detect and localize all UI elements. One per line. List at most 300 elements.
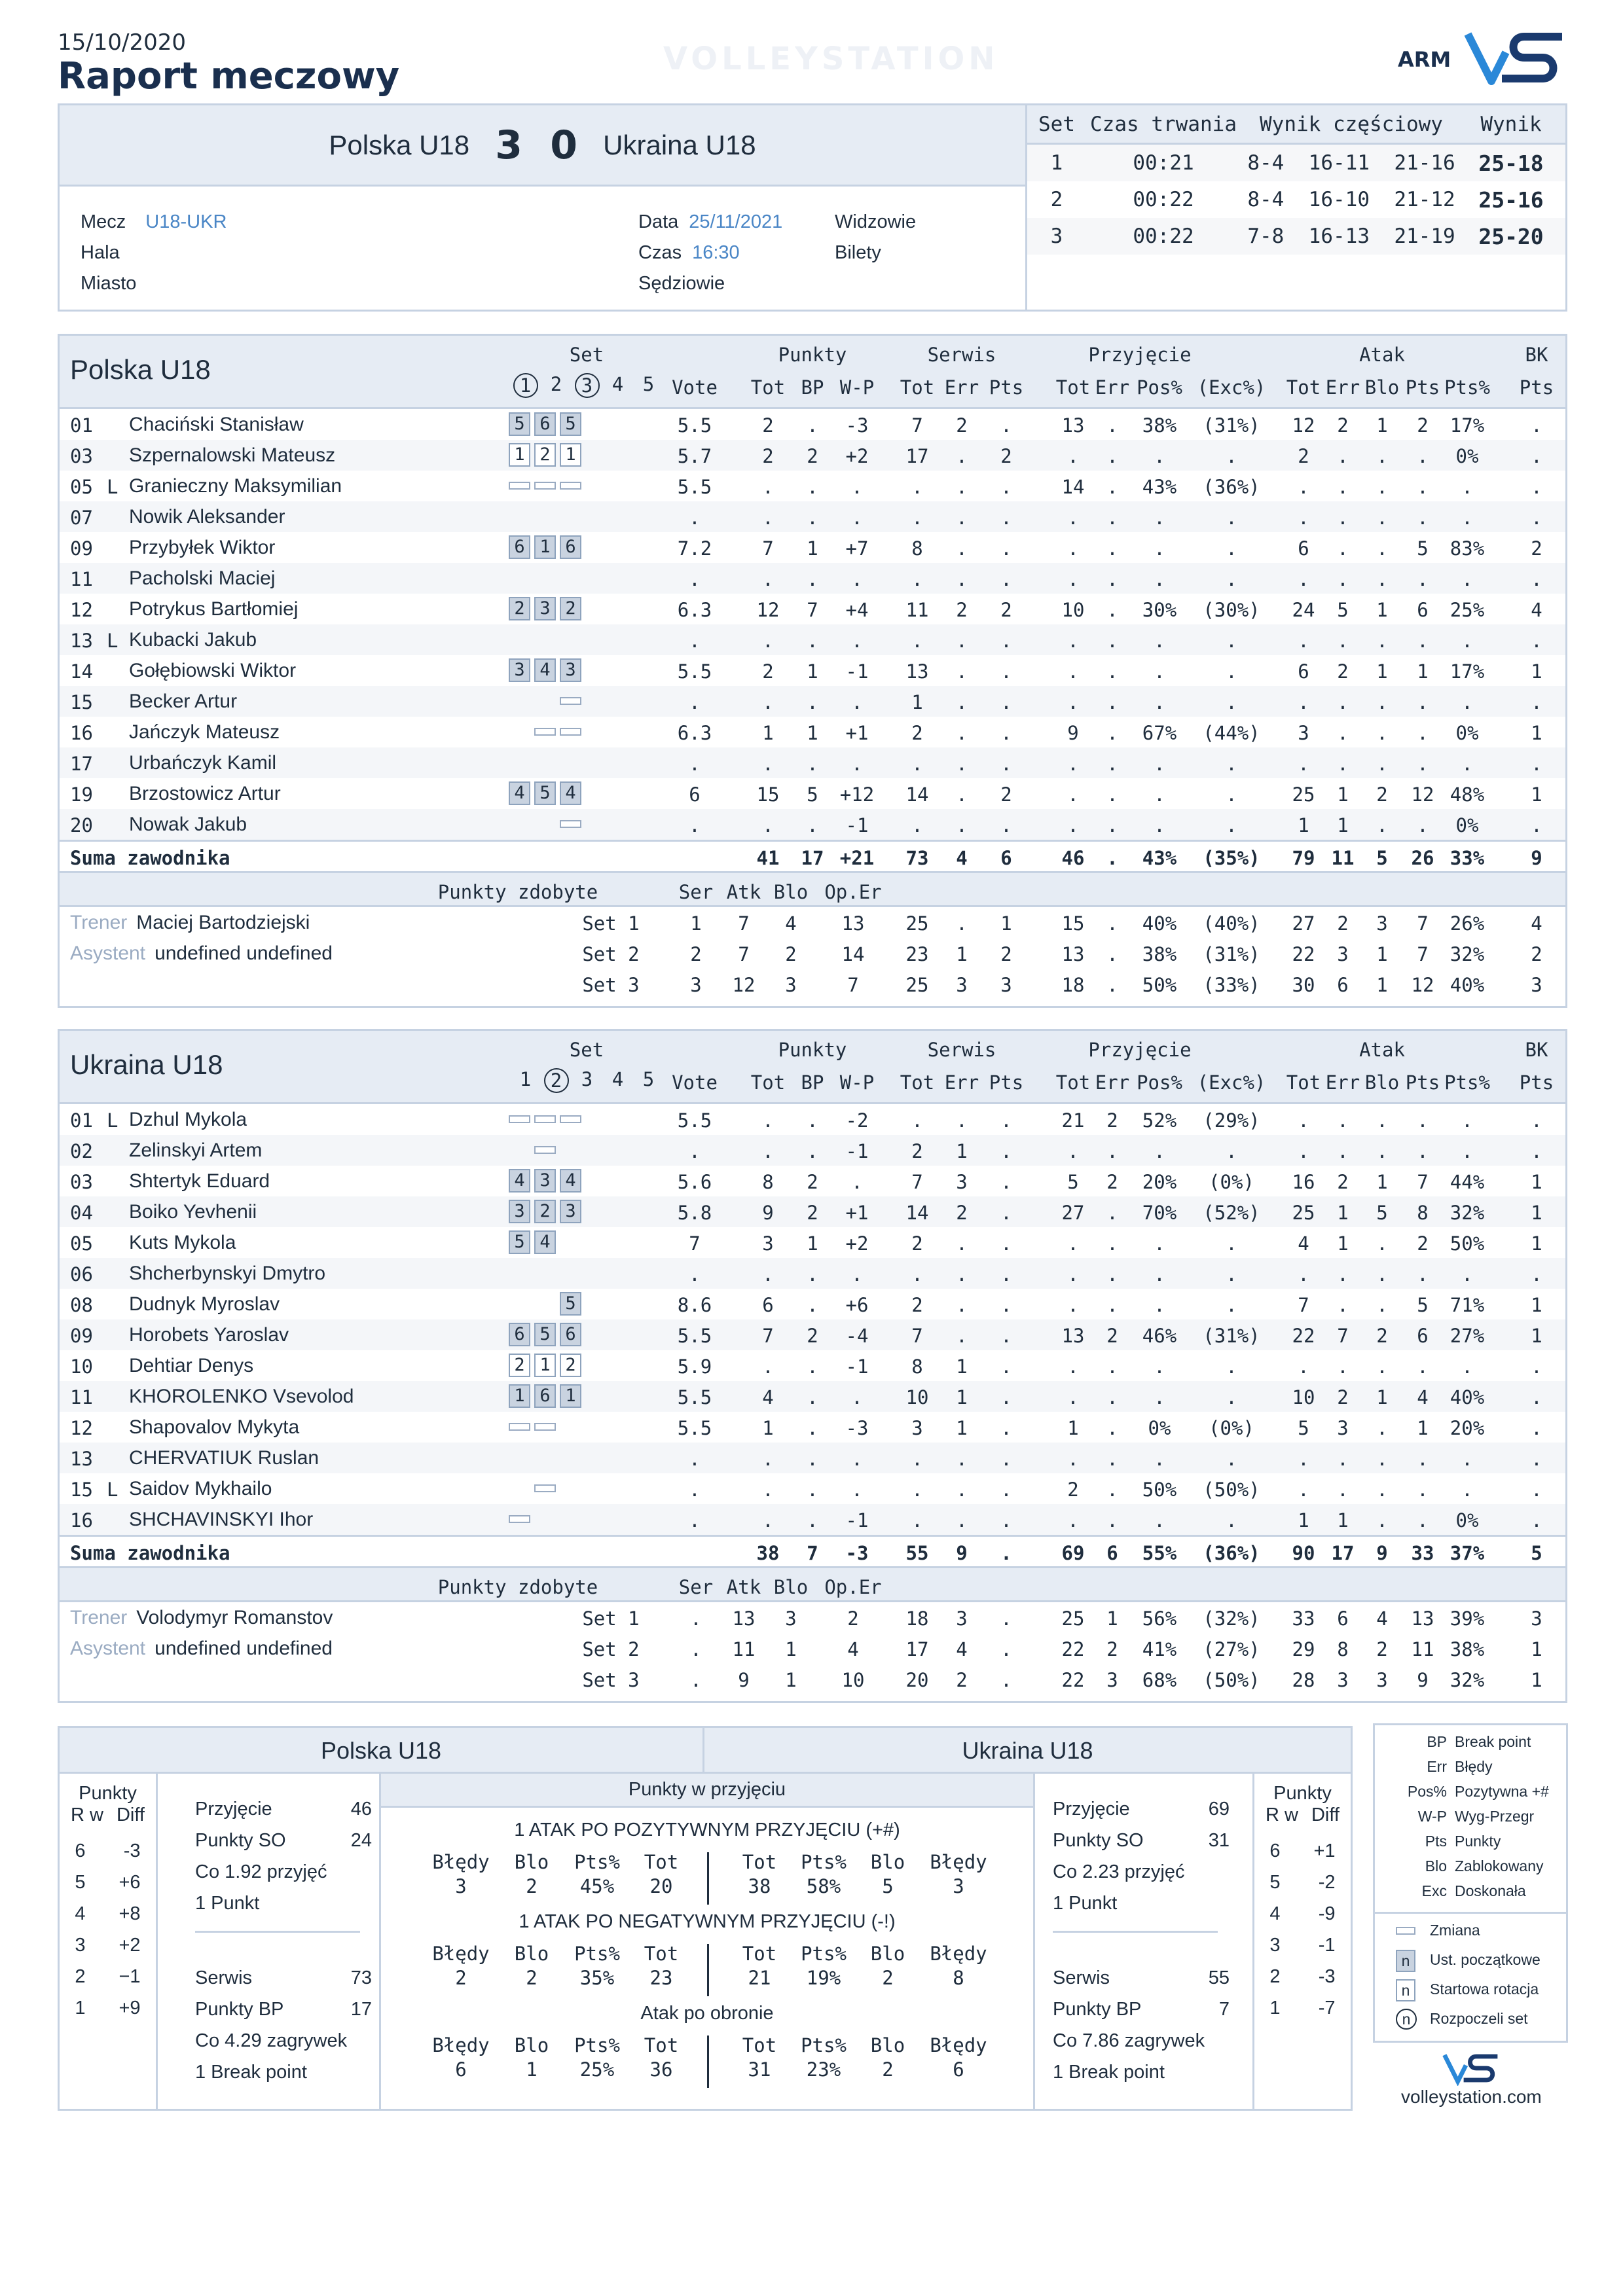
player-row [60,1196,1565,1227]
stat-cell: 2 [1531,537,1542,560]
stat-cell: . [1000,753,1012,775]
attack-header: Pts% [574,1851,620,1873]
stat-cell: . [762,1109,774,1132]
column-header: Serwis [927,344,996,366]
stat-cell: . [1376,1140,1388,1162]
stat-cell: . [1000,1232,1012,1255]
player-name: KHOROLENKO Vsevolod [129,1386,354,1407]
stat-cell: . [1000,1448,1012,1470]
rotation-row [60,1935,156,1956]
stat-cell: . [1000,814,1012,836]
player-name: Horobets Yaroslav [129,1324,289,1346]
starting-position: 1 [534,535,556,559]
stat-cell: 38% [1450,1638,1485,1660]
attack-header: Blo [870,2034,905,2056]
stat-line [1053,1799,1230,1820]
starting-position: 2 [509,597,530,620]
stat-cell: . [762,814,774,836]
stat-cell: . [1106,537,1118,560]
pz-header: Atk [726,1576,761,1598]
stat-cell: . [1000,1479,1012,1501]
rotation-number: 1 [1269,1998,1281,2018]
stat-cell: 17 [905,1638,929,1660]
starting-position: 5 [509,1230,530,1254]
stat-cell: 1 [956,1417,968,1439]
column-header: Pts [989,1071,1024,1094]
stat-cell: 1 [956,1355,968,1378]
stat-cell: . [1376,476,1388,498]
rotation-header: Punkty [79,1783,137,1804]
stat-cell: . [1154,814,1165,836]
stat-line [195,1861,372,1883]
pz-header: Ser [678,1576,714,1598]
column-header: Set [569,344,604,366]
rotation-boxes [509,1507,581,1531]
stat-cell: . [1461,1109,1473,1132]
stat-cell: +4 [845,599,869,621]
away-summary-title: Ukraina U18 [704,1728,1351,1774]
player-row [60,532,1565,563]
stat-cell: (0%) [1209,1417,1254,1439]
stat-cell: . [1106,783,1118,806]
stat-cell: 55 [905,1542,929,1564]
stat-cell: 17 [905,445,929,467]
stat-cell: 5.5 [677,476,712,498]
stat-cell: . [851,476,863,498]
legend-key: Blo [1425,1857,1447,1874]
stat-line [1053,2030,1230,2052]
stat-cell: 1 [1376,1386,1388,1408]
rotation-empty [560,566,581,590]
site-url: volleystation.com [1401,2087,1542,2107]
started-set-legend-icon: n [1396,2009,1417,2030]
stat-cell: . [690,1638,702,1660]
away-team-stats [58,1029,1567,1703]
stat-cell: . [762,691,774,713]
legend-desc: Doskonała [1455,1882,1526,1899]
stat-cell: 1 [762,722,774,744]
rotation-diff: -9 [1318,1903,1336,1924]
stat-label: Przyjęcie [195,1799,272,1820]
starting-position: 4 [560,781,581,805]
stat-cell: . [851,753,863,775]
column-header: Tot [1055,1071,1091,1094]
stat-cell: . [1417,722,1429,744]
set-number: 4 [611,1068,624,1090]
stat-cell: . [1531,1509,1542,1532]
stat-cell: 8 [911,1355,923,1378]
stat-cell: . [1298,1448,1309,1470]
player-row [60,655,1565,686]
stat-cell: . [1154,1355,1165,1378]
stat-cell: 20 [905,1669,929,1691]
substitution-marker [534,482,556,490]
player-row [60,1258,1565,1289]
rotation-empty [534,505,556,528]
stat-cell: . [956,814,968,836]
starting-position: 3 [560,1200,581,1223]
column-header: Pos% [1137,376,1182,399]
stat-cell: . [690,1607,702,1630]
stat-cell: 15 [1061,912,1085,935]
stat-cell: 13 [1061,943,1085,965]
column-header: Punkty [778,344,847,366]
substitution-legend-icon [1396,1927,1415,1935]
player-row [60,501,1565,532]
player-row [60,1289,1565,1319]
stat-cell: 5.5 [677,1417,712,1439]
substitution-marker [534,1115,556,1123]
attack-value: 2 [526,1875,538,1897]
legend-desc: Pozytywna +# [1455,1783,1549,1800]
stat-cell: 20% [1142,1171,1177,1193]
attack-value: 6 [455,2058,467,2081]
stat-cell: . [1531,476,1542,498]
stat-cell: . [956,1263,968,1285]
attack-block-title: 1 ATAK PO POZYTYWNYM PRZYJĘCIU (+#) [514,1820,900,1840]
stat-cell: . [1226,783,1237,806]
stat-cell: 7 [689,1232,701,1255]
stat-cell: 2 [956,1669,968,1691]
rotation-empty [509,1138,530,1162]
stat-cell: 11 [905,599,929,621]
player-name: Dudnyk Myroslav [129,1293,280,1315]
rotation-number: 5 [1269,1872,1281,1893]
stat-cell: . [1376,1448,1388,1470]
stat-cell: 7 [1298,1294,1309,1316]
set-stats-row [60,1664,1565,1695]
player-name: Szpernalowski Mateusz [129,444,336,466]
stat-cell: 2 [1337,1171,1349,1193]
stat-cell: . [1337,537,1349,560]
stat-value: 46 [350,1799,372,1820]
attack-header: Pts% [574,2034,620,2056]
stat-cell: 25 [905,974,929,996]
player-row [60,1443,1565,1473]
stat-cell: 2 [911,1140,923,1162]
rotation-boxes [509,474,581,490]
stat-cell: . [851,1386,863,1408]
stat-cell: 8 [911,537,923,560]
city-label: Miasto [81,273,137,294]
stat-cell: . [762,568,774,590]
stat-cell: 67% [1142,722,1177,744]
player-number: 01 [70,414,93,437]
rotation-empty [534,1446,556,1469]
attack-value: 1 [526,2058,538,2081]
column-header: Tot [750,376,786,399]
attack-value: 21 [748,1967,771,1989]
stat-cell: 2 [1337,414,1349,437]
player-name: Gołębiowski Wiktor [129,660,297,681]
starting-position: 4 [534,1230,556,1254]
stat-cell: . [1106,507,1118,529]
stat-label: Co 4.29 zagrywek [195,2030,348,2051]
set-stats-row [60,969,1565,999]
player-row [60,1227,1565,1258]
assistant-label: Asystent [70,1638,146,1659]
team-table-header [60,1031,1565,1104]
stat-cell: 1 [911,691,923,713]
rotation-boxes [509,1200,581,1223]
column-header: Pts [1519,1071,1554,1094]
hall-label: Hala [81,242,120,263]
stat-cell: 13 [841,912,865,935]
attack-block-title: 1 ATAK PO NEGATYWNYM PRZYJĘCIU (-!) [519,1911,896,1932]
player-row [60,440,1565,471]
stat-cell: . [1417,1509,1429,1532]
set-number: 1 [519,1068,532,1090]
set-number: 5 [642,373,655,395]
stat-cell: . [956,507,968,529]
stat-cell: . [1337,1263,1349,1285]
diff-label: Diff [116,1804,145,1825]
stat-cell: . [1067,537,1079,560]
stat-cell: . [807,1263,818,1285]
stat-cell: . [1000,722,1012,744]
rotation-number: 5 [75,1872,86,1893]
stat-cell: 5 [1417,1294,1429,1316]
column-header: Err [1325,376,1360,399]
stat-cell: . [1106,1386,1118,1408]
stat-cell: -1 [845,1355,869,1378]
rotation-number: 1 [75,1998,86,2018]
stat-cell: . [1067,1140,1079,1162]
player-number: 06 [70,1263,93,1285]
stat-cell: . [1376,722,1388,744]
stat-cell: . [762,1448,774,1470]
attack-header: Pts% [801,1851,847,1873]
substitution-marker [560,820,581,828]
stat-cell: . [851,630,863,652]
attack-header: Błędy [930,1943,987,1965]
player-name: Przybyłek Wiktor [129,537,276,558]
stat-cell: . [1000,568,1012,590]
stat-cell: 22 [1061,1638,1085,1660]
stat-cell: 17 [1331,1542,1355,1564]
stat-cell: 3 [690,974,702,996]
stat-cell: 6 [1337,1607,1349,1630]
pz-header: Blo [773,1576,809,1598]
substitution-marker [560,728,581,736]
stat-cell: . [1531,507,1542,529]
player-name: Potrykus Bartłomiej [129,598,299,620]
stat-cell: . [1106,691,1118,713]
column-header: Tot [750,1071,786,1094]
stat-cell: . [1376,507,1388,529]
stat-cell: 8.6 [677,1294,712,1316]
stat-cell: . [1154,507,1165,529]
rotation-boxes [509,1107,581,1123]
rotation-empty [534,1292,556,1316]
starting-position: 5 [534,1323,556,1346]
rotation-diff: +2 [119,1935,141,1956]
stat-cell: 3 [1376,912,1388,935]
stat-cell: . [1106,599,1118,621]
stat-cell: . [1067,1509,1079,1532]
rotation-empty [534,812,556,836]
stat-cell: 79 [1292,847,1315,869]
stat-cell: 3 [956,1607,968,1630]
stat-cell: 2 [911,722,923,744]
stat-cell: -3 [845,1542,869,1564]
player-name: CHERVATIUK Ruslan [129,1447,319,1469]
stat-cell: . [956,445,968,467]
stat-cell: 6 [1337,974,1349,996]
rotation-empty [534,628,556,651]
starting-position: 6 [560,535,581,559]
legend-desc: Wyg-Przegr [1455,1808,1535,1825]
set-stats-row [60,1633,1565,1664]
rotation-empty [560,505,581,528]
column-header: Pts [1405,376,1440,399]
stat-cell: 3 [956,1171,968,1193]
stat-cell: . [1337,476,1349,498]
starting-position: 4 [509,1169,530,1193]
stat-cell: . [807,1386,818,1408]
player-number: 16 [70,722,93,744]
stat-line [1053,1861,1230,1883]
rotation-boxes [509,720,581,744]
substitution-marker [509,482,530,490]
stat-cell: 44% [1450,1171,1485,1193]
stat-label: Punkty SO [1053,1830,1144,1851]
stat-cell: -1 [845,1509,869,1532]
match-date: Data 25/11/2021 [638,211,783,232]
stat-cell: 7 [762,537,774,560]
stat-line [195,1893,372,1914]
player-number: 13 [70,630,93,652]
stat-cell: . [807,1479,818,1501]
attack-header: Błędy [432,1943,490,1965]
stat-cell: . [911,1509,923,1532]
rotation-boxes [509,597,581,620]
rotation-row [60,1998,156,2019]
stat-cell: . [807,1417,818,1439]
stat-cell: . [851,507,863,529]
attack-header: Blo [514,2034,549,2056]
stat-cell: 1 [1417,1417,1429,1439]
column-header: Atak [1359,344,1405,366]
stat-cell: . [1417,1263,1429,1285]
sum-label: Suma zawodnika [70,1542,230,1564]
stat-cell: 1 [1531,1638,1542,1660]
stat-cell: 1 [807,722,818,744]
stat-cell: 6 [1000,847,1012,869]
rotation-boxes [509,1230,581,1254]
stat-cell: 2 [1376,1638,1388,1660]
attack-header: Błędy [432,2034,490,2056]
stat-cell: . [1417,753,1429,775]
stat-cell: +12 [839,783,875,806]
stat-cell: . [956,630,968,652]
stat-cell: . [1376,1509,1388,1532]
stat-cell: 38 [756,1542,780,1564]
stat-cell: . [1226,691,1237,713]
stat-cell: . [1154,1232,1165,1255]
attack-value: 35% [579,1967,615,1989]
stat-cell: . [1298,1140,1309,1162]
starting-position: 1 [509,1384,530,1408]
attack-header: Tot [644,1851,679,1873]
player-number: 15 [70,1479,93,1501]
stat-cell: . [956,1109,968,1132]
column-header: Pts [1519,376,1554,399]
stat-cell: 2 [1000,445,1012,467]
column-header: BP [801,1071,824,1094]
rotation-row [60,1872,156,1893]
stat-cell: . [1298,1355,1309,1378]
stat-cell: 0% [1455,445,1479,467]
rotation-boxes [509,1354,581,1377]
stat-cell: . [1000,476,1012,498]
stat-cell: 3 [911,1417,923,1439]
rotation-number: 3 [1269,1935,1281,1956]
column-header: Pts% [1444,376,1490,399]
stat-cell: (29%) [1203,1109,1260,1132]
stat-cell: 46% [1142,1325,1177,1347]
starting-position: 3 [509,658,530,682]
column-header: Tot [900,1071,935,1094]
page-title: Raport meczowy [58,55,400,98]
stat-cell: . [807,1509,818,1532]
stat-cell: 3 [1000,974,1012,996]
stat-cell: 4 [956,1638,968,1660]
stat-cell: 2 [1106,1109,1118,1132]
stat-cell: 14 [841,943,865,965]
stat-cell: . [1337,691,1349,713]
column-header: Tot [1286,376,1321,399]
stat-cell: . [807,476,818,498]
stat-cell: . [1000,1355,1012,1378]
stat-cell: . [762,1140,774,1162]
stat-cell: . [1226,660,1237,683]
stat-cell: 15 [756,783,780,806]
substitution-marker [560,1115,581,1123]
stat-cell: . [1106,1232,1118,1255]
stat-cell: Set 2 [582,943,640,965]
team-table-header [60,336,1565,409]
stat-cell: . [1106,814,1118,836]
stat-cell: . [689,753,701,775]
stat-cell: 90 [1292,1542,1315,1564]
stat-cell: . [1106,943,1118,965]
stat-cell: . [1417,691,1429,713]
stat-cell: Set 2 [582,1638,640,1660]
stat-cell: 0% [1455,814,1479,836]
assistant-name: undefined undefined [155,942,333,964]
stat-cell: . [1106,568,1118,590]
stat-line [1053,1967,1230,1989]
substitution-marker [560,482,581,490]
stat-cell: 7 [847,974,859,996]
rotation-number: 6 [75,1840,86,1861]
stat-cell: . [1376,1294,1388,1316]
stat-cell: . [1337,1355,1349,1378]
attack-header: Tot [742,2034,777,2056]
player-name: Shapovalov Mykyta [129,1416,300,1438]
rotation-empty [534,1507,556,1531]
rotation-diff: +9 [119,1998,141,2018]
stat-cell: . [1376,568,1388,590]
stat-cell: . [1376,445,1388,467]
stat-cell: . [1154,537,1165,560]
stat-cell: 1 [1531,1669,1542,1691]
substitution-marker [509,1515,530,1523]
player-number: 11 [70,568,93,590]
column-header: Err [944,376,979,399]
stat-cell: . [1000,1171,1012,1193]
